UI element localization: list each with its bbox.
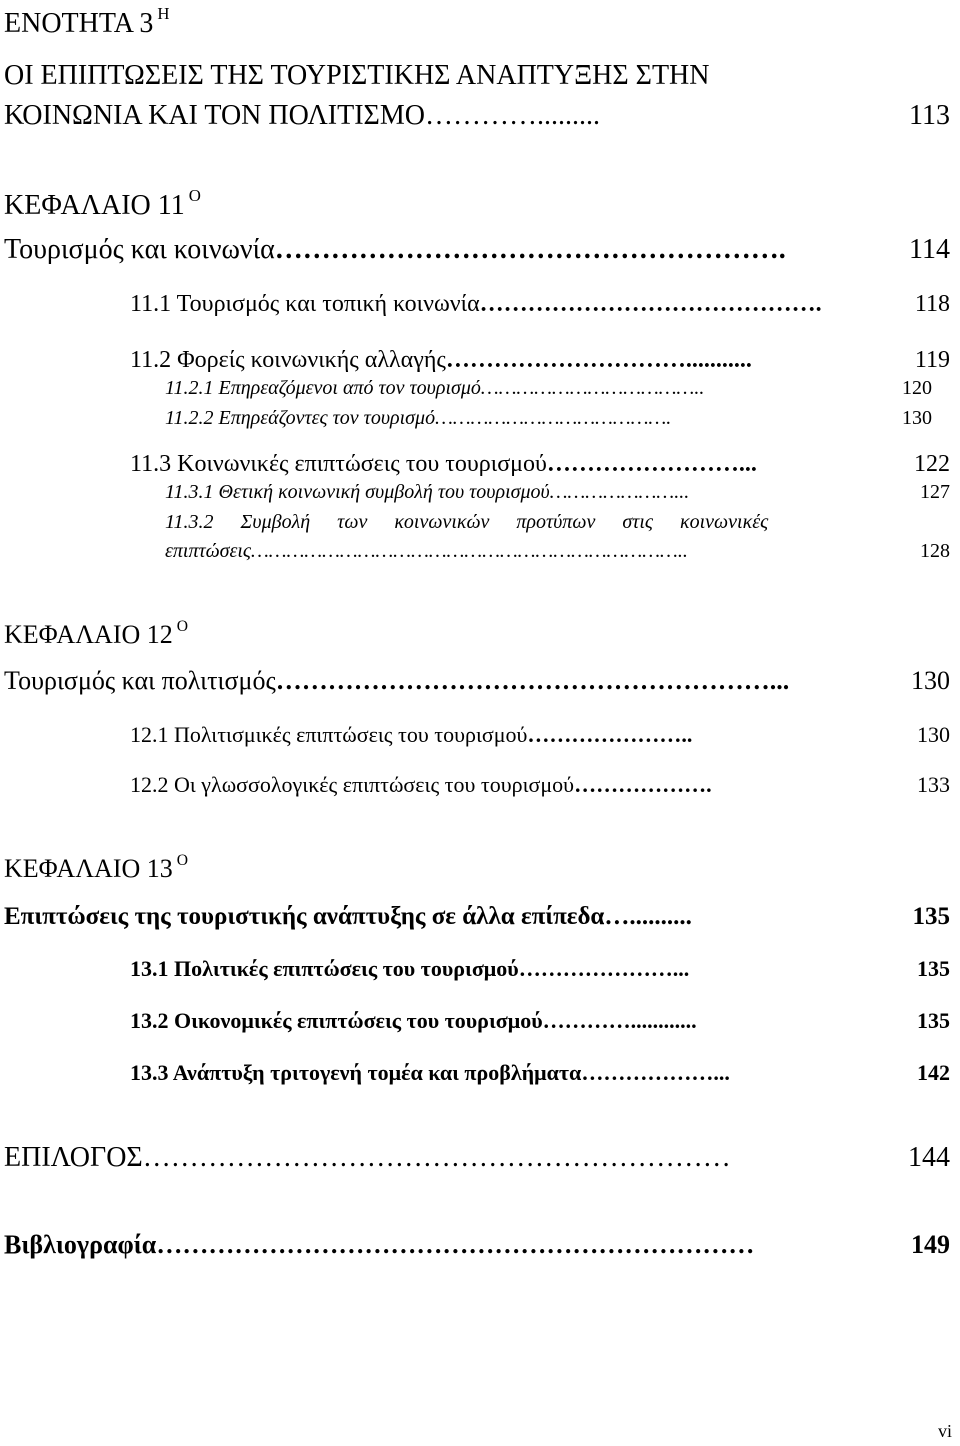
toc-entry-bibliography[interactable] [4, 1232, 950, 1258]
toc-leader: ……………………... [546, 452, 757, 476]
toc-page: 118 [914, 291, 950, 317]
toc-page: 149 [911, 1230, 950, 1259]
chapter-label-text: ΚΕΦΑΛΑΙΟ 11 [4, 190, 185, 221]
unit-title [4, 4, 170, 39]
toc-entry-text: Βιβλιογραφία [4, 1230, 157, 1259]
toc-entry-ch13[interactable] [4, 904, 950, 929]
chapter-label-11 [4, 186, 201, 221]
toc-leader: ……………………………….. [480, 378, 705, 398]
toc-page: 130 [917, 722, 950, 747]
chapter-label-sup: Ο [176, 618, 189, 636]
toc-page: 142 [917, 1060, 950, 1085]
chapter-label-13 [4, 852, 189, 883]
chapter-label-12 [4, 618, 189, 649]
chapter-label-text: ΚΕΦΑΛΑΙΟ 12 [4, 620, 173, 649]
toc-leader: …………………………………………………………… [156, 1232, 755, 1258]
toc-page: 135 [917, 1008, 950, 1033]
toc-entry-text: επιπτώσεις [165, 540, 252, 562]
toc-entry-unit3[interactable] [4, 102, 950, 130]
toc-page: 130 [902, 407, 932, 429]
unit-heading-line1: ΟΙ ΕΠΙΠΤΩΣΕΙΣ ΤΗΣ ΤΟΥΡΙΣΤΙΚΗΣ ΑΝΑΠΤΥΞΗΣ ΣΤΗΝ [4, 60, 710, 91]
toc-leader: ……………………………………. [479, 292, 822, 316]
toc-entry-text: ΕΠΙΛΟΓΟΣ [4, 1142, 143, 1173]
toc-entry-text: 11.3.1 Θετική κοινωνική συμβολή του τουρισμού [165, 481, 550, 503]
toc-entry-13-3[interactable] [130, 1062, 950, 1084]
toc-entry-12-2[interactable] [130, 774, 950, 796]
chapter-title: Επιπτώσεις της τουριστικής ανάπτυξης σε άλλα επίπεδα [4, 903, 605, 930]
toc-leader: …………………………………………………... [275, 668, 790, 694]
unit-heading-line2: ΚΟΙΝΩΝΙΑ ΚΑΙ ΤΟΝ ΠΟΛΙΤΙΣΜΟ [4, 100, 425, 131]
toc-entry-text: 11.3 Κοινωνικές επιπτώσεις του τουρισμού [130, 451, 547, 477]
toc-entry-11-2-2[interactable] [165, 408, 932, 428]
toc-entry-text: 13.2 Οικονομικές επιπτώσεις του τουρισμού [130, 1008, 543, 1033]
toc-entry-13-1[interactable] [130, 958, 950, 980]
toc-entry-11-3-2[interactable]: 11.3.2 Συμβολή των κοινωνικών προτύπων στις κοινωνικές [165, 511, 769, 533]
toc-entry-12-1[interactable] [130, 724, 950, 746]
toc-page: 119 [914, 347, 950, 373]
toc-leader: …………………………........... [445, 348, 752, 372]
unit-title-text: ΕΝΟΤΗΤΑ 3 [4, 8, 154, 39]
toc-leader: ……………………………………………………… [142, 1144, 731, 1172]
toc-entry-text: 11.2.2 Επηρεάζοντες τον τουρισμό [165, 407, 436, 429]
toc-leader: …………………... [549, 482, 690, 502]
toc-page: 135 [912, 903, 950, 930]
toc-page: 135 [917, 956, 950, 981]
toc-entry-11-3[interactable] [130, 452, 950, 476]
toc-entry-text: 11.2.1 Επηρεαζόμενοι από τον τουρισμό [165, 377, 481, 399]
toc-entry-11-1[interactable] [130, 292, 950, 316]
chapter-label-text: ΚΕΦΑΛΑΙΟ 13 [4, 854, 173, 883]
toc-leader: …………............ [542, 1010, 697, 1032]
chapter-label-sup: Ο [176, 852, 189, 870]
chapter-title: Τουρισμός και πολιτισμός [4, 666, 276, 695]
chapter-title: Τουρισμός και κοινωνία [4, 234, 275, 265]
toc-entry-text: 13.3 Ανάπτυξη τριτογενή τομέα και προβλήματα [130, 1060, 582, 1085]
toc-page: 133 [917, 772, 950, 797]
toc-page: 128 [920, 540, 950, 562]
toc-leader: ………………. [574, 774, 712, 796]
toc-entry-text: 12.1 Πολιτισμικές επιπτώσεις του τουρισμού [130, 722, 528, 747]
toc-entry-11-2-1[interactable] [165, 378, 932, 398]
toc-entry-text: 11.1 Τουρισμός και τοπική κοινωνία [130, 291, 480, 317]
toc-page: 127 [920, 481, 950, 503]
toc-entry-11-3-2-cont[interactable] [165, 541, 950, 561]
toc-page: 144 [908, 1142, 950, 1173]
toc-leader: …………………………………. [435, 408, 672, 428]
chapter-label-sup: Ο [188, 186, 201, 206]
toc-leader: ………………….. [527, 724, 693, 746]
toc-entry-13-2[interactable] [130, 1010, 950, 1032]
page-number: vi [937, 1421, 952, 1441]
toc-entry-text: 12.2 Οι γλωσσολογικές επιπτώσεις του τουρισμού [130, 772, 575, 797]
toc-page: 130 [911, 666, 950, 695]
unit-title-sup: Η [157, 4, 170, 24]
toc-leader: …………......... [424, 102, 600, 130]
toc-entry-ch12[interactable] [4, 668, 950, 694]
toc-entry-epilogue[interactable] [4, 1144, 950, 1172]
toc-page: 113 [909, 100, 950, 131]
toc-page: 114 [909, 234, 950, 265]
toc-entry-11-2[interactable] [130, 348, 950, 372]
toc-leader: …………………... [518, 958, 690, 980]
toc-leader: ………………………………………………. [274, 236, 786, 264]
toc-leader: ………………... [581, 1062, 730, 1084]
toc-leader: ….......... [604, 904, 692, 929]
toc-page: 122 [914, 451, 950, 477]
toc-entry-text: 11.2 Φορείς κοινωνικής αλλαγής [130, 347, 446, 373]
toc-entry-11-3-1[interactable] [165, 482, 950, 502]
toc-page: 120 [902, 377, 932, 399]
toc-entry-text: 13.1 Πολιτικές επιπτώσεις του τουρισμού [130, 956, 519, 981]
toc-leader: ……………………………………………………………….. [251, 541, 688, 561]
toc-entry-ch11[interactable] [4, 236, 950, 264]
